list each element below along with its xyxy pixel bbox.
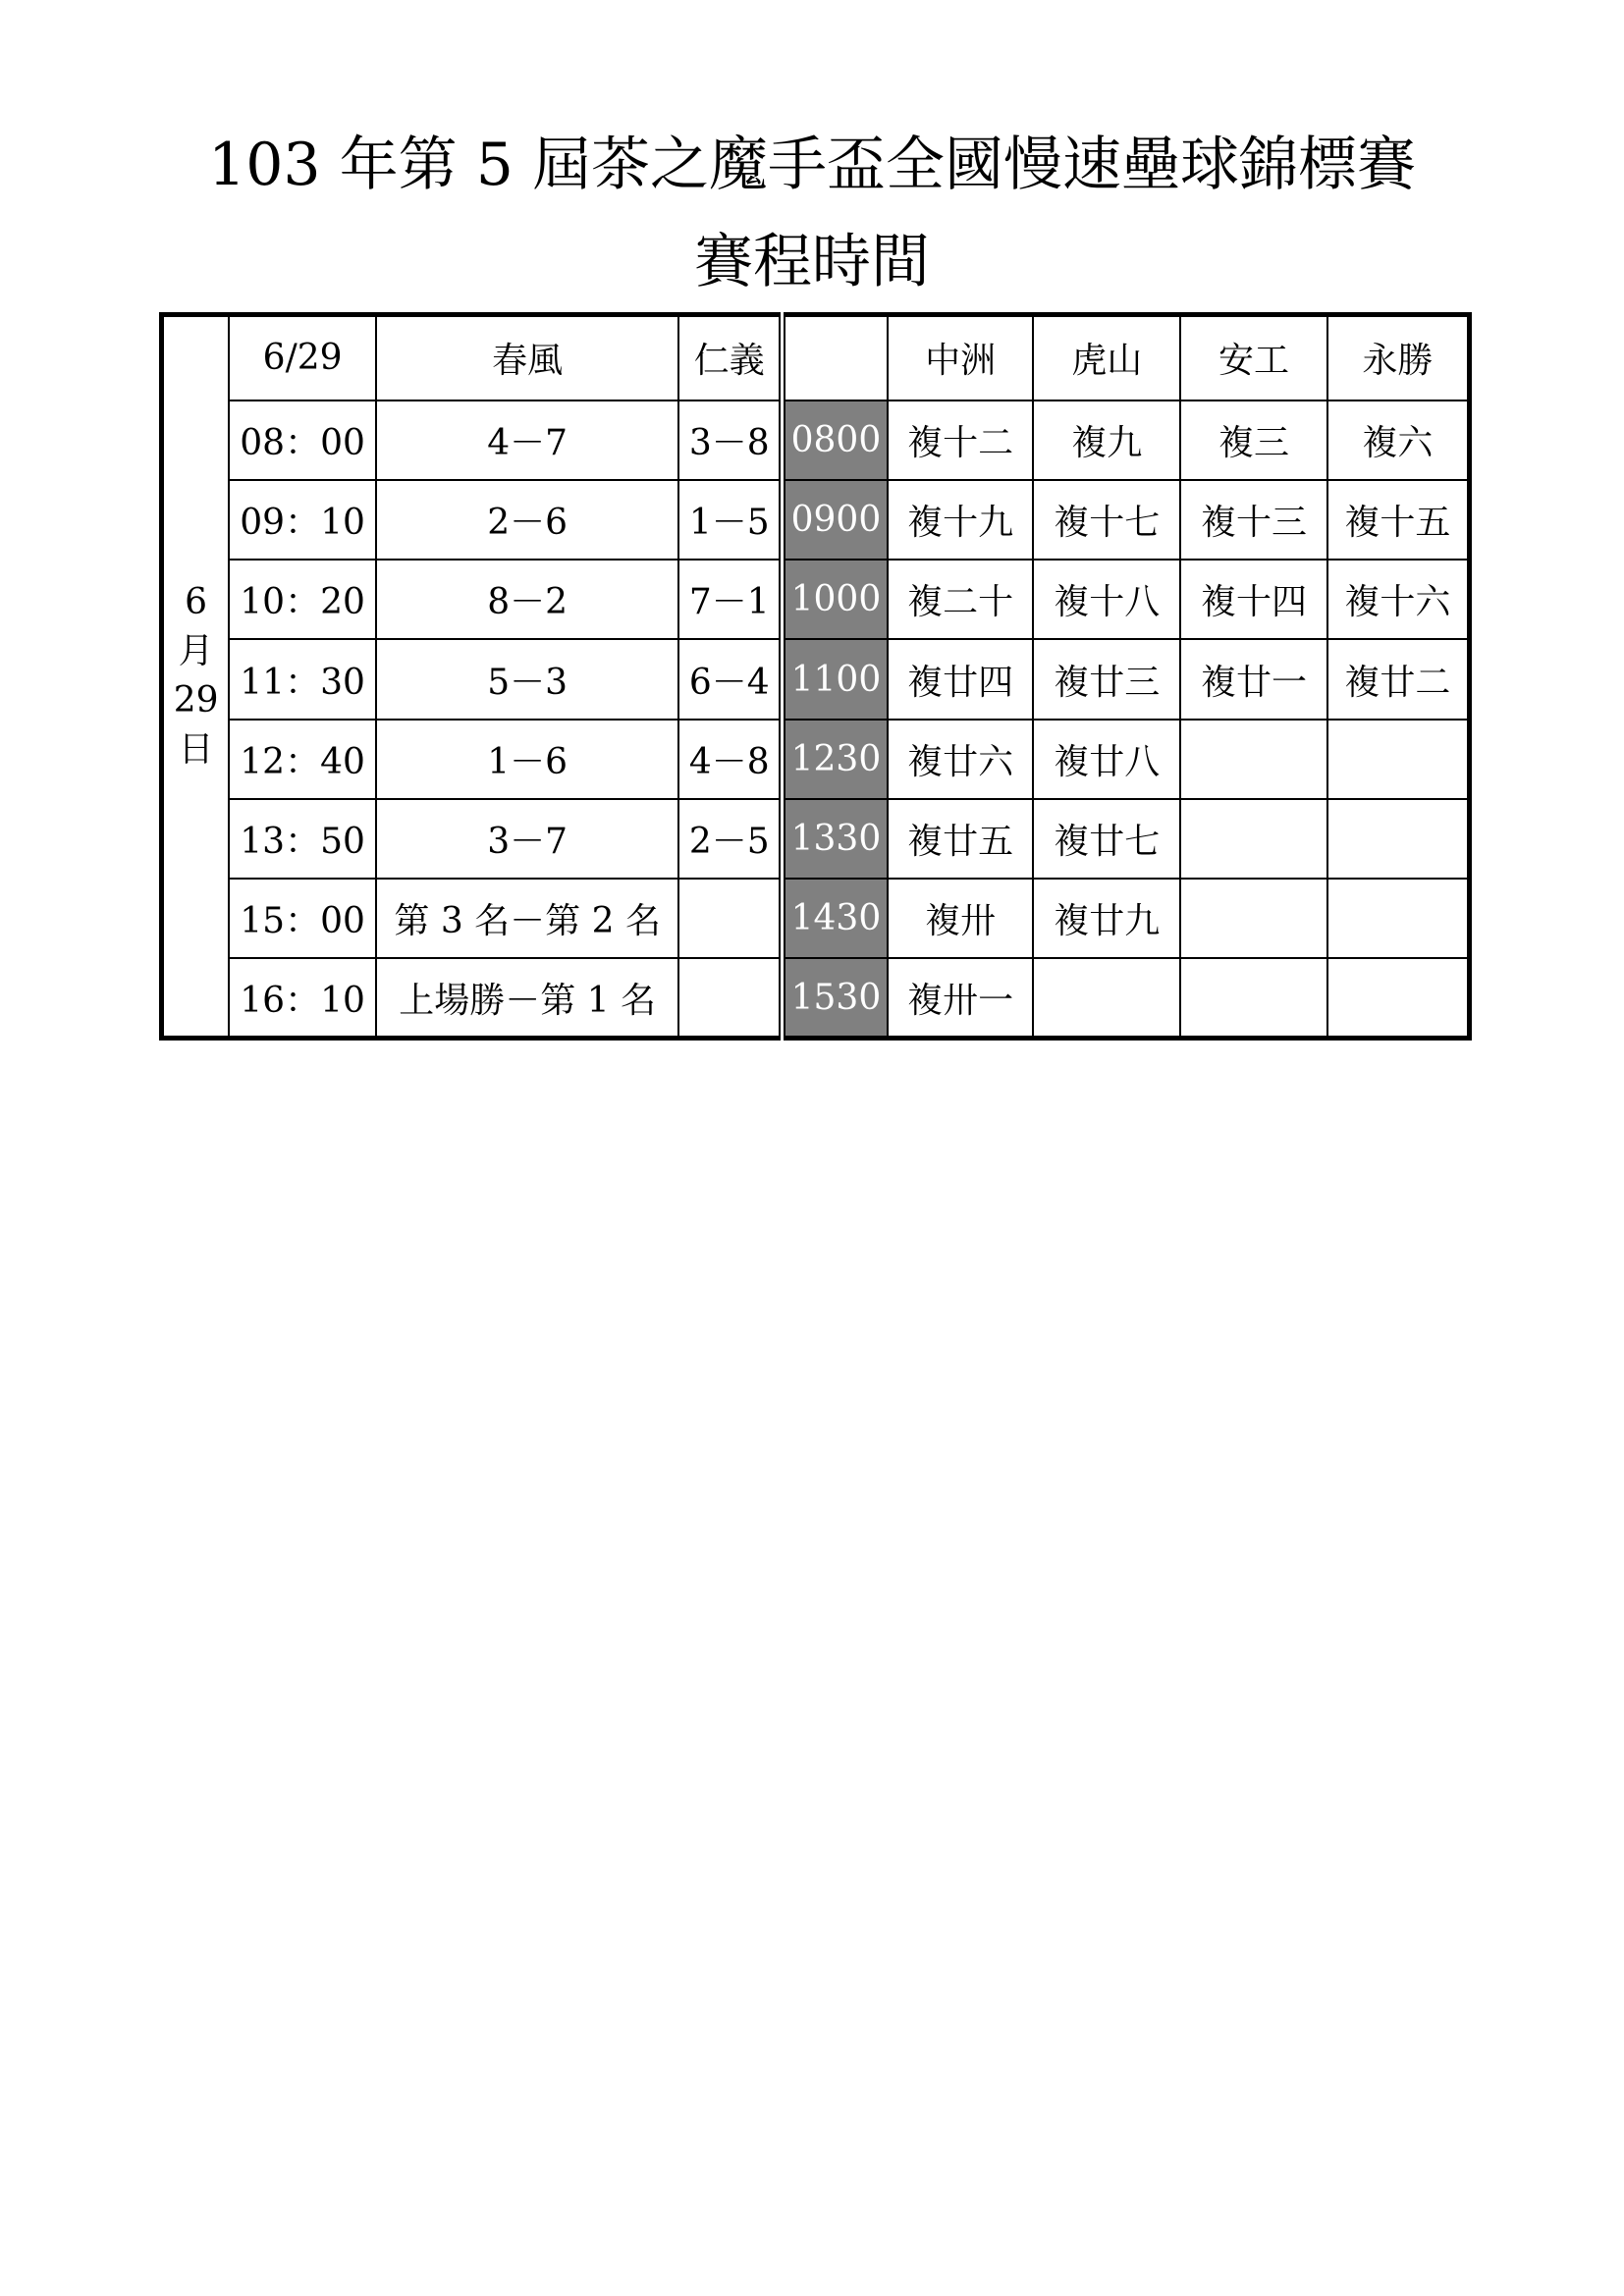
angong-game-cell: 複十四 xyxy=(1180,560,1327,639)
yongsheng-game-cell xyxy=(1327,879,1470,958)
hushan-game-cell: 複十八 xyxy=(1033,560,1180,639)
header-field-zhongzhou: 中洲 xyxy=(888,315,1034,400)
renyi-game-cell xyxy=(678,958,782,1038)
table-row xyxy=(162,560,1470,639)
chunfeng-game-cell: 5－3 xyxy=(376,639,678,719)
angong-game-cell xyxy=(1180,879,1327,958)
slot-time-cell: 0900 xyxy=(783,480,888,560)
renyi-game-cell: 1－5 xyxy=(678,480,782,560)
slot-time-cell: 1000 xyxy=(783,560,888,639)
table-row xyxy=(162,958,1470,1038)
hushan-game-cell: 複十七 xyxy=(1033,480,1180,560)
date-day-number: 29 xyxy=(173,680,219,721)
table-row xyxy=(162,799,1470,879)
angong-game-cell: 複十三 xyxy=(1180,480,1327,560)
slot-time-cell: 1430 xyxy=(783,879,888,958)
table-row xyxy=(162,400,1470,480)
header-field-chunfeng: 春風 xyxy=(376,315,678,400)
yongsheng-game-cell: 複十五 xyxy=(1327,480,1470,560)
time-cell: 16：10 xyxy=(229,958,376,1038)
chunfeng-game-cell: 8－2 xyxy=(376,560,678,639)
header-field-angong: 安工 xyxy=(1180,315,1327,400)
header-row xyxy=(162,315,1470,400)
chunfeng-game-cell: 上場勝－第 1 名 xyxy=(376,958,678,1038)
yongsheng-game-cell: 複六 xyxy=(1327,400,1470,480)
time-cell: 13：50 xyxy=(229,799,376,879)
date-day-char: 日 xyxy=(178,729,214,770)
chunfeng-game-cell: 1－6 xyxy=(376,720,678,799)
time-cell: 08：00 xyxy=(229,400,376,480)
renyi-game-cell: 4－8 xyxy=(678,720,782,799)
slot-time-cell: 1530 xyxy=(783,958,888,1038)
zhongzhou-game-cell: 複卅 xyxy=(888,879,1034,958)
hushan-game-cell: 複廿七 xyxy=(1033,799,1180,879)
zhongzhou-game-cell: 複二十 xyxy=(888,560,1034,639)
angong-game-cell xyxy=(1180,799,1327,879)
header-field-renyi: 仁義 xyxy=(678,315,782,400)
yongsheng-game-cell: 複十六 xyxy=(1327,560,1470,639)
schedule-table xyxy=(159,312,1472,1041)
yongsheng-game-cell xyxy=(1327,720,1470,799)
renyi-game-cell: 7－1 xyxy=(678,560,782,639)
zhongzhou-game-cell: 複廿六 xyxy=(888,720,1034,799)
time-cell: 11：30 xyxy=(229,639,376,719)
chunfeng-game-cell: 第 3 名－第 2 名 xyxy=(376,879,678,958)
renyi-game-cell xyxy=(678,879,782,958)
hushan-game-cell: 複九 xyxy=(1033,400,1180,480)
date-month-number: 6 xyxy=(185,582,208,622)
chunfeng-game-cell: 4－7 xyxy=(376,400,678,480)
angong-game-cell: 複廿一 xyxy=(1180,639,1327,719)
header-field-yongsheng: 永勝 xyxy=(1327,315,1470,400)
angong-game-cell xyxy=(1180,958,1327,1038)
yongsheng-game-cell xyxy=(1327,799,1470,879)
table-row xyxy=(162,720,1470,799)
date-month-char: 月 xyxy=(178,631,214,671)
hushan-game-cell xyxy=(1033,958,1180,1038)
angong-game-cell: 複三 xyxy=(1180,400,1327,480)
hushan-game-cell: 複廿八 xyxy=(1033,720,1180,799)
hushan-game-cell: 複廿三 xyxy=(1033,639,1180,719)
zhongzhou-game-cell: 複十九 xyxy=(888,480,1034,560)
renyi-game-cell: 2－5 xyxy=(678,799,782,879)
yongsheng-game-cell xyxy=(1327,958,1470,1038)
angong-game-cell xyxy=(1180,720,1327,799)
page-subtitle: 賽程時間 xyxy=(694,228,930,296)
renyi-game-cell: 3－8 xyxy=(678,400,782,480)
renyi-game-cell: 6－4 xyxy=(678,639,782,719)
time-cell: 09：10 xyxy=(229,480,376,560)
chunfeng-game-cell: 3－7 xyxy=(376,799,678,879)
page-title: 103 年第 5 屆茶之魔手盃全國慢速壘球錦標賽 xyxy=(208,131,1416,199)
zhongzhou-game-cell: 複卅一 xyxy=(888,958,1034,1038)
chunfeng-game-cell: 2－6 xyxy=(376,480,678,560)
slot-time-cell: 0800 xyxy=(783,400,888,480)
time-cell: 12：40 xyxy=(229,720,376,799)
header-field-hushan: 虎山 xyxy=(1033,315,1180,400)
time-cell: 15：00 xyxy=(229,879,376,958)
zhongzhou-game-cell: 複廿四 xyxy=(888,639,1034,719)
zhongzhou-game-cell: 複廿五 xyxy=(888,799,1034,879)
slot-time-cell: 1330 xyxy=(783,799,888,879)
date-label-cell xyxy=(162,315,230,1039)
slot-time-cell: 1100 xyxy=(783,639,888,719)
time-cell: 10：20 xyxy=(229,560,376,639)
header-date: 6/29 xyxy=(229,315,376,400)
slot-time-cell: 1230 xyxy=(783,720,888,799)
hushan-game-cell: 複廿九 xyxy=(1033,879,1180,958)
yongsheng-game-cell: 複廿二 xyxy=(1327,639,1470,719)
table-row xyxy=(162,480,1470,560)
zhongzhou-game-cell: 複十二 xyxy=(888,400,1034,480)
header-slot xyxy=(783,315,888,400)
table-row xyxy=(162,879,1470,958)
table-row xyxy=(162,639,1470,719)
